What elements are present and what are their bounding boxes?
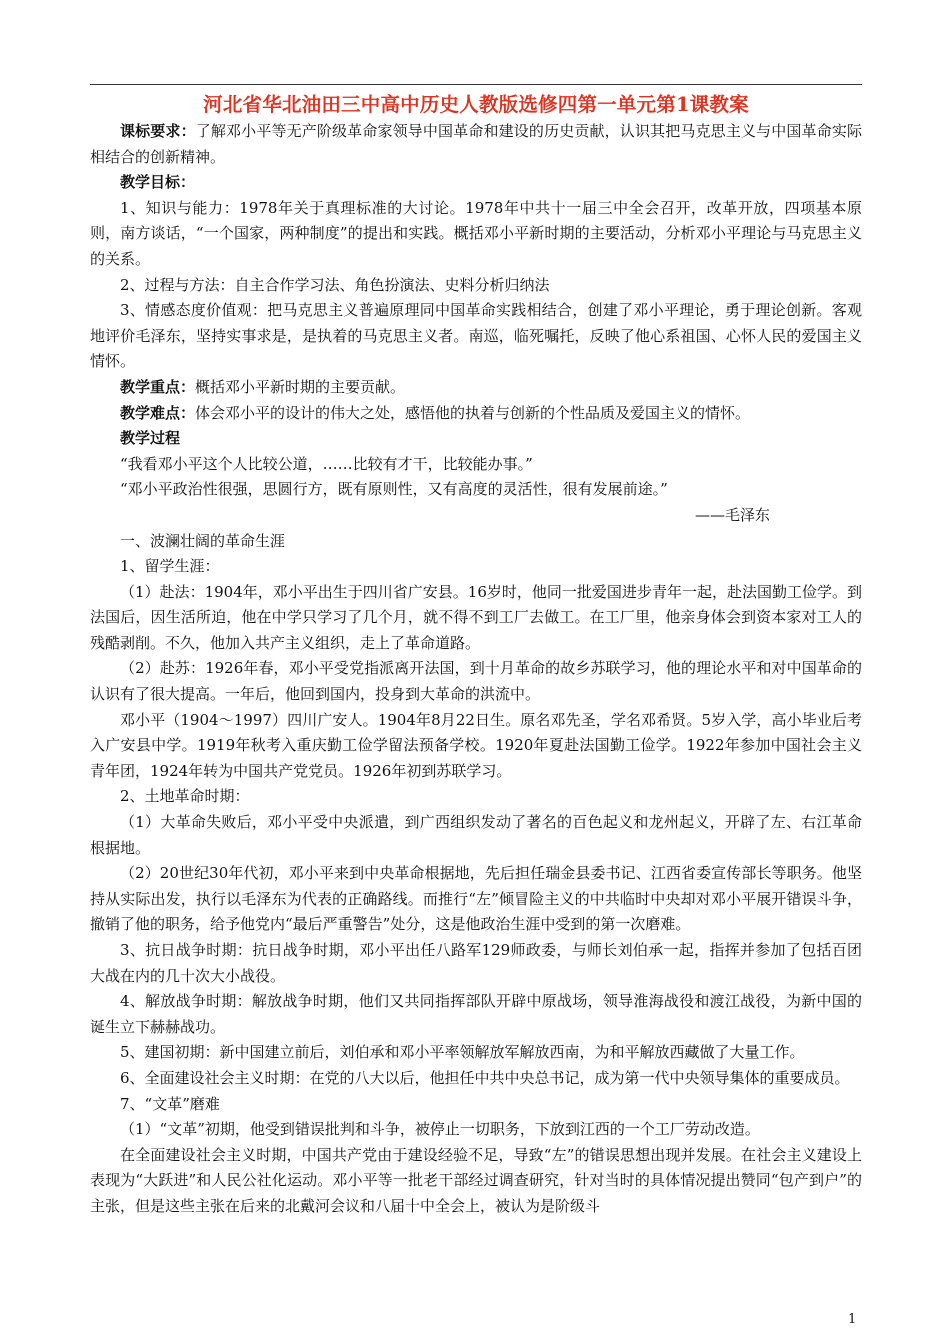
- document-body: [90, 119, 862, 1220]
- item-cultural-revolution-1: （1）“文革”初期，他受到错误批判和斗争，被停止一切职务，下放到江西的一个工厂劳动改造。: [120, 1120, 760, 1139]
- quote-author: ——毛泽东: [694, 505, 770, 524]
- item-anti-japanese-war: 3、抗日战争时期：抗日战争时期，邓小平出任八路军129师政委，与师长刘伯承一起，指挥并参加了包括百团大战在内的几十次大小战役。: [90, 941, 862, 985]
- item-soviet: （2）赴苏：1926年春，邓小平受党指派离开法国，到十月革命的故乡苏联学习，他的理论水平和对中国革命的认识有了很大提高。一年后，他回到国内，投身到大革命的洪流中。: [90, 659, 862, 704]
- curriculum-requirement-text: 了解邓小平等无产阶级革命家领导中国革命和建设的历史贡献，认识其把马克思主义与中国革命实际相结合的创新精神。: [90, 122, 862, 166]
- quote-1: “我看邓小平这个人比较公道，……比较有才干，比较能办事。”: [120, 454, 533, 473]
- difficult-point-label: 教学难点：: [120, 403, 196, 422]
- goals-heading: 教学目标：: [120, 173, 196, 192]
- item-france: （1）赴法：1904年，邓小平出生于四川省广安县。16岁时，他同一批爱国进步青年一起，赴法国勤工俭学。到法国后，因生活所迫，他在中学只学习了几个月，就不得不到工厂去做工。在工厂里，他亲身体会到资本家对工人的残酷剥削。不久，他加入共产主义组织，走上了革命道路。: [90, 582, 862, 652]
- final-paragraph: 在全面建设社会主义时期，中国共产党由于建设经验不足，导致“左”的错误思想出现并发展。在社会主义建设上表现为“大跃进”和人民公社化运动。邓小平等一批老干部经过调查研究，针对当时的具体情况提出赞同“包产到户”的主张，但是这些主张在后来的北戴河会议和八届十中全会上，被认为是阶级斗: [90, 1145, 862, 1215]
- header-rule: [90, 84, 862, 85]
- page-number: 1: [848, 1312, 857, 1327]
- difficult-point: [90, 401, 862, 427]
- item-liberation-war: 4、解放战争时期：解放战争时期，他们又共同指挥部队开辟中原战场，领导淮海战役和渡江战役，为新中国的诞生立下赫赫战功。: [90, 992, 862, 1036]
- goal-emotion: 3、情感态度价值观：把马克思主义普遍原理同中国革命实践相结合，创建了邓小平理论，勇于理论创新。客观地评价毛泽东，坚持实事求是，是执着的马克思主义者。南巡，临死嘱托，反映了他心系祖国、心怀人民的爱国主义情怀。: [90, 301, 862, 371]
- key-point-label: 教学重点：: [120, 377, 196, 396]
- item-study-abroad: 1、留学生涯：: [120, 557, 220, 576]
- section-heading-1: 一、波澜壮阔的革命生涯: [120, 531, 286, 550]
- curriculum-requirement-label: 课标要求：: [120, 122, 196, 140]
- curriculum-requirement: [90, 119, 862, 170]
- item-land-revolution-2: （2）20世纪30年代初，邓小平来到中央革命根据地，先后担任瑞金县委书记、江西省委宣传部长等职务。他坚持从实际出发，执行以毛泽东为代表的正确路线。而推行“左”倾冒险主义的中共临时中央却对邓小平展开错误斗争，撤销了他的职务，给予他党内“最后严重警告”处分，这是他政治生涯中受到的第一次磨难。: [90, 864, 862, 934]
- process-heading: 教学过程: [120, 429, 181, 448]
- item-cultural-revolution: 7、“文革”磨难: [120, 1094, 220, 1113]
- quote-2: “邓小平政治性很强，思圆行方，既有原则性，又有高度的灵活性，很有发展前途。”: [120, 480, 668, 499]
- goal-method: 2、过程与方法：自主合作学习法、角色扮演法、史料分析归纳法: [120, 275, 550, 294]
- item-socialist-construction: 6、全面建设社会主义时期：在党的八大以后，他担任中共中央总书记，成为第一代中央领导集体的重要成员。: [120, 1068, 850, 1087]
- document-title: 河北省华北油田三中高中历史人教版选修四第一单元第1课教案: [203, 93, 749, 116]
- key-point-text: 概括邓小平新时期的主要贡献。: [195, 377, 406, 396]
- item-early-prc: 5、建国初期：新中国建立前后，刘伯承和邓小平率领解放军解放西南，为和平解放西藏做了大量工作。: [120, 1043, 805, 1062]
- item-land-revolution: 2、土地革命时期：: [120, 787, 250, 806]
- key-point: [90, 375, 862, 401]
- item-land-revolution-1: （1）大革命失败后，邓小平受中央派遣，到广西组织发动了著名的百色起义和龙州起义，开辟了左、右江革命根据地。: [90, 813, 862, 857]
- goal-knowledge: 1、知识与能力：1978年关于真理标准的大讨论。1978年中共十一届三中全会召开，改革开放，四项基本原则，南方谈话，“一个国家，两种制度”的提出和实践。概括邓小平新时期的主要活动，分析邓小平理论与马克思主义的关系。: [90, 198, 862, 268]
- difficult-point-text: 体会邓小平的设计的伟大之处，感悟他的执着与创新的个性品质及爱国主义的情怀。: [195, 403, 751, 422]
- biography: 邓小平（1904～1997）四川广安人。1904年8月22日生。原名邓先圣，学名邓希贤。5岁入学，高小毕业后考入广安县中学。1919年秋考入重庆勤工俭学留法预备学校。1920年夏赴法国勤工俭学。1922年参加中国社会主义青年团，1924年转为中国共产党党员。1926年初到苏联学习。: [90, 710, 862, 780]
